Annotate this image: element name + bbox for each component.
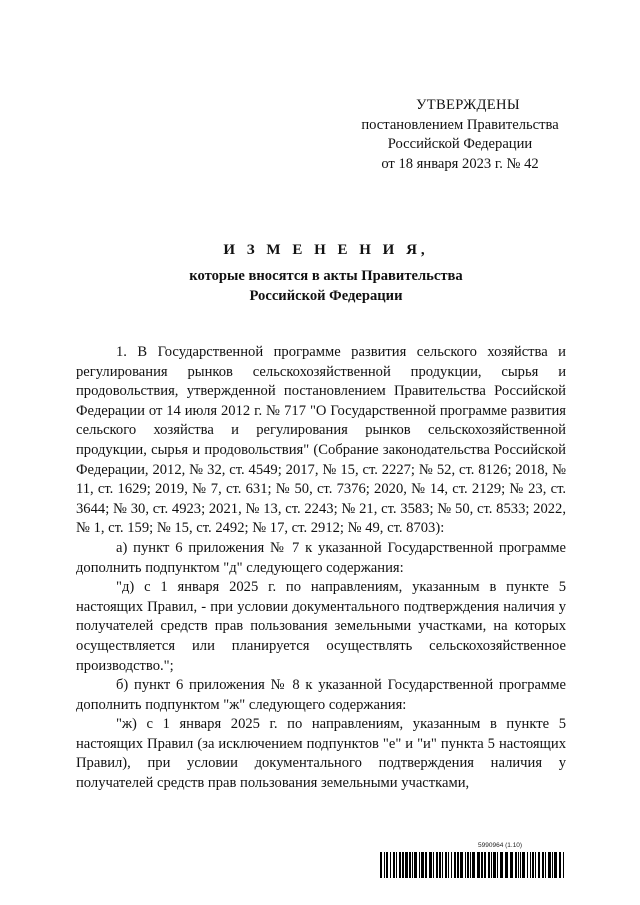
approval-date: от 18 января 2023 г. № 42 (381, 155, 539, 172)
approval-line: Российской Федерации (387, 136, 533, 152)
paragraph: а) пункт 6 приложения № 7 к указанной Государственной программе дополнить подпунктом "д" следующего содержания: (76, 539, 566, 576)
paragraph: 1. В Государственной программе развития сельского хозяйства и регулирования рынков сельскохозяйственной продукции, сырья и продовольствия, утвержденной постановлением Правительства Российской Федерации от 14 июля 2012 г. № 717 "О Государственной программе развития сельского хозяйства и регулирования рынков сельскохозяйственной продукции, сырья и продовольствия" (Собрание законодательства Российской Федерации, 2012, № 32, ст. 4549; 2017, № 15, ст. 2227; № 52, ст. 8126; 2018, № 11, ст. 1629; 2019, № 7, ст. 631; № 50, ст. 7376; 2020, № 14, ст. 2129; № 23, ст. 3644; № 30, ст. 4923; 2021, № 13, ст. 2243; № 21, ст. 3583; № 50, ст. 8533; 2022, № 1, ст. 159; № 15, ст. 2492; № 17, ст. 2912; № 49, ст. 8703): (76, 344, 566, 537)
barcode-image (380, 852, 564, 878)
document-code: 5990964 (1.10) (478, 842, 523, 849)
subtitle-line: Российской Федерации (249, 288, 403, 304)
document-body (76, 343, 566, 794)
document-subtitle (6, 266, 640, 306)
paragraph: "д) с 1 января 2025 г. по направлениям, указанным в пункте 5 настоящих Правил, - при условии документального подтверждения наличия у получателей средств прав пользования земельными участками, на которых осуществляется или планируется осуществлять сельскохозяйственное производство."; (76, 579, 566, 674)
approval-line: постановлением Правительства (361, 116, 559, 133)
document-title: И З М Е Н Е Н И Я, (223, 242, 429, 258)
approval-heading: УТВЕРЖДЕНЫ (416, 97, 520, 113)
approval-stamp (330, 96, 590, 174)
subtitle-line: которые вносятся в акты Правительства (189, 268, 463, 284)
paragraph: б) пункт 6 приложения № 8 к указанной Государственной программе дополнить подпунктом "ж" следующего содержания: (76, 677, 566, 713)
paragraph: "ж) с 1 января 2025 г. по направлениям, указанным в пункте 5 настоящих Правил (за исключением подпунктов "е" и "и" пункта 5 настоящих Правил), при условии документального подтверждения наличия у получателей средств прав пользования земельными участками, (76, 716, 566, 792)
